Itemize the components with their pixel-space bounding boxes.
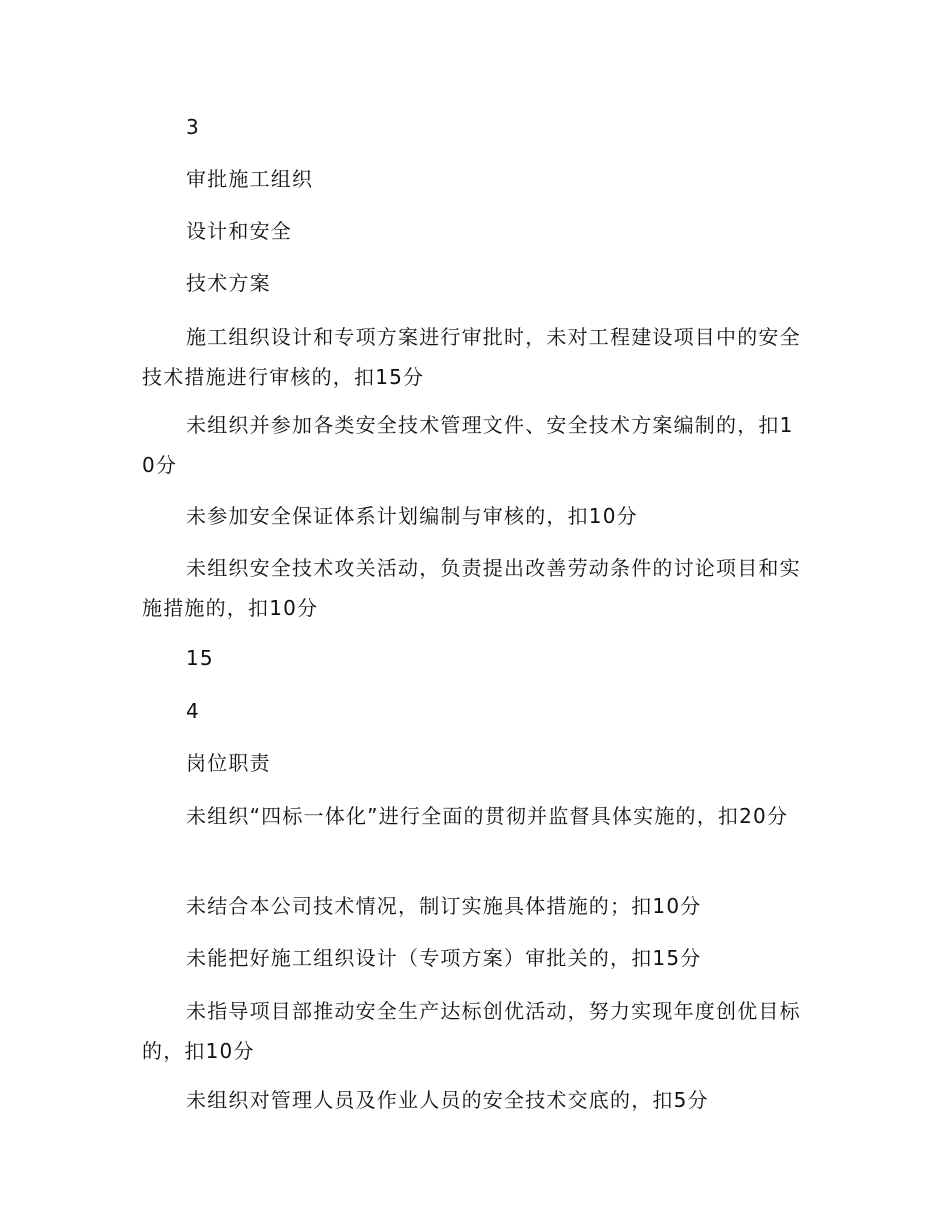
item-title-line: 岗位职责: [186, 751, 271, 775]
deduction-rule: 未组织对管理人员及作业人员的安全技术交底的，扣5分: [186, 1088, 709, 1112]
score-value: 15: [186, 646, 214, 670]
deduction-rule: 未指导项目部推动安全生产达标创优活动，努力实现年度创优目标的，扣10分: [142, 999, 801, 1063]
deduction-rule: 未能把好施工组织设计（专项方案）审批关的，扣15分: [186, 946, 702, 970]
item-number: 4: [186, 699, 200, 723]
item-number: 3: [186, 115, 200, 139]
deduction-rule: 未组织并参加各类安全技术管理文件、安全技术方案编制的，扣10分: [142, 413, 794, 477]
deduction-rule: 施工组织设计和专项方案进行审批时，未对工程建设项目中的安全技术措施进行审核的，扣15分: [142, 325, 801, 389]
item-title-line: 技术方案: [186, 271, 271, 295]
deduction-rule: 未结合本公司技术情况，制订实施具体措施的；扣10分: [186, 894, 702, 918]
deduction-rule: 未组织“四标一体化”进行全面的贯彻并监督具体实施的，扣20分: [186, 804, 789, 828]
item-title-line: 审批施工组织: [186, 167, 314, 191]
item-title-line: 设计和安全: [186, 219, 292, 243]
deduction-rule: 未参加安全保证体系计划编制与审核的，扣10分: [186, 504, 638, 528]
deduction-rule: 未组织安全技术攻关活动，负责提出改善劳动条件的讨论项目和实施措施的，扣10分: [142, 556, 801, 620]
